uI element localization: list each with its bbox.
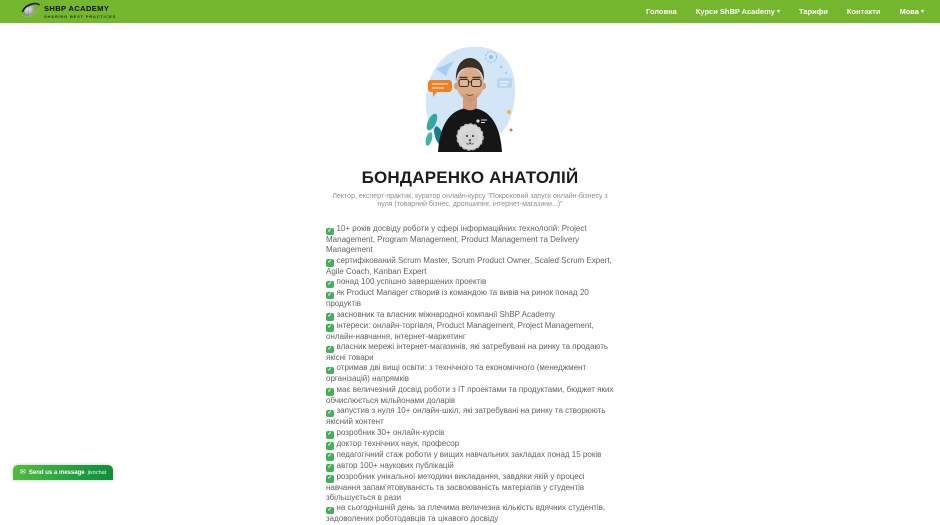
fact-item	[326, 472, 614, 504]
nav-item-label: Курси ShBP Academy	[695, 7, 775, 16]
check-icon: ✓	[327, 442, 333, 449]
nav-item-label: Головна	[645, 7, 677, 16]
fact-text: доктор технічних наук, професор	[336, 438, 460, 448]
check-icon: ✓	[327, 227, 333, 234]
fact-item	[326, 439, 614, 450]
main-nav	[646, 7, 924, 16]
fact-text: на сьогоднішній день за плечима величезна кількість вдячних студентів, задоволених роботодавців та цікавого досвіду	[326, 503, 606, 524]
fact-item	[326, 450, 614, 461]
chevron-down-icon: ▾	[920, 8, 924, 15]
fact-text: отримав дві вищі освіти: з технічного та економічного (менеджмент організацій) напрямків	[326, 363, 587, 384]
check-icon: ✓	[327, 388, 333, 395]
fact-text: сертифікований Scrum Master, Scrum Product Owner, Scaled Scrum Expert, Agile Coach, Kanban Expert	[326, 255, 612, 276]
chevron-down-icon: ▾	[776, 8, 780, 15]
fact-item	[326, 503, 614, 524]
nav-item-label: Тарифи	[798, 7, 828, 16]
fact-text: як Product Manager створив із командою та вивів на ринок понад 20 продуктів	[326, 288, 589, 309]
fact-text: власник мережі інтернет-магазинів, які затребувані на ринку та продають якісні товари	[326, 342, 609, 363]
fact-text: понад 100 успішно завершених проектів	[336, 277, 487, 287]
profile-section	[326, 42, 614, 525]
envelope-icon: ✉	[20, 469, 26, 476]
nav-item[interactable]	[899, 7, 924, 16]
logo-text	[44, 5, 116, 19]
page-title: БОНДАРЕНКО АНАТОЛІЙ	[361, 168, 579, 187]
fact-item	[326, 461, 614, 472]
fact-item	[326, 385, 614, 406]
fact-item	[326, 406, 614, 427]
logo-tagline: SHARING BEST PRACTICES	[44, 13, 117, 19]
nav-item[interactable]	[847, 7, 881, 16]
check-icon: ✓	[327, 280, 333, 287]
nav-item[interactable]	[646, 7, 677, 16]
fact-text: педагогічний стаж роботи у вищих навчальних закладах понад 15 років	[336, 449, 602, 459]
chat-widget[interactable]	[13, 465, 113, 480]
fact-item	[326, 277, 614, 288]
fact-text: 10+ років досвіду роботи у сфері інформаційних технологій: Project Management, Program Management, Product Management та Delivery Management	[326, 224, 587, 255]
logo[interactable]	[21, 2, 116, 21]
check-icon: ✓	[327, 259, 333, 266]
logo-title: SHBP ACADEMY	[44, 3, 110, 13]
check-icon: ✓	[327, 345, 333, 352]
fact-item	[326, 288, 614, 309]
check-icon: ✓	[327, 313, 333, 320]
nav-item-label: Контакти	[846, 7, 881, 16]
profile-subtitle: Лектор, експерт-практик, куратор онлайн-курсу "Покроковий запуск онлайн-бізнесу з нуля (товарний бізнес, дропшипінг, інтернет-магазини...)"	[332, 193, 608, 208]
fact-text: розробник 30+ онлайн-курсів	[336, 427, 445, 437]
fact-item	[326, 342, 614, 363]
nav-item[interactable]	[696, 7, 780, 16]
fact-item	[326, 256, 614, 277]
fact-item	[326, 310, 614, 321]
check-icon: ✓	[327, 464, 333, 471]
fact-text: розробник унікальної методики викладання, завдяки якій у процесі навчання запам'ятовуваність та засвоюваність матеріалів у студентів збільшується в рази	[326, 471, 585, 503]
logo-globe-icon	[21, 2, 40, 21]
chat-widget-brand: jivochat	[87, 469, 107, 476]
fact-text: має величезний досвід роботи з IT проектами та продуктами, бюджет яких обчислюється мільйонами доларів	[326, 384, 614, 405]
fact-text: засновник та власник міжнародної компанії ShBP Academy	[336, 309, 555, 319]
chat-widget-label: Send us a message	[28, 469, 85, 476]
fact-item	[326, 321, 614, 342]
fact-item	[326, 428, 614, 439]
nav-item-label: Мова	[899, 7, 919, 16]
fact-text: інтереси: онлайн-торгівля, Product Management, Project Management, онлайн-навчання, інтернет-маркетинг	[326, 320, 594, 341]
fact-item	[326, 224, 614, 256]
check-icon: ✓	[327, 506, 333, 513]
lecturer-photo	[421, 42, 519, 152]
site-header	[0, 0, 940, 23]
check-icon: ✓	[327, 366, 333, 373]
check-icon: ✓	[327, 431, 333, 438]
check-icon: ✓	[327, 453, 333, 460]
check-icon: ✓	[327, 475, 333, 482]
fact-item	[326, 363, 614, 384]
fact-text: запустив з нуля 10+ онлайн-шкіл, які затребувані на ринку та створюють якісний контент	[326, 406, 606, 427]
nav-item[interactable]	[799, 7, 828, 16]
check-icon: ✓	[327, 291, 333, 298]
check-icon: ✓	[327, 324, 333, 331]
check-icon: ✓	[327, 409, 333, 416]
fact-text: автор 100+ наукових публікацій	[336, 460, 454, 470]
